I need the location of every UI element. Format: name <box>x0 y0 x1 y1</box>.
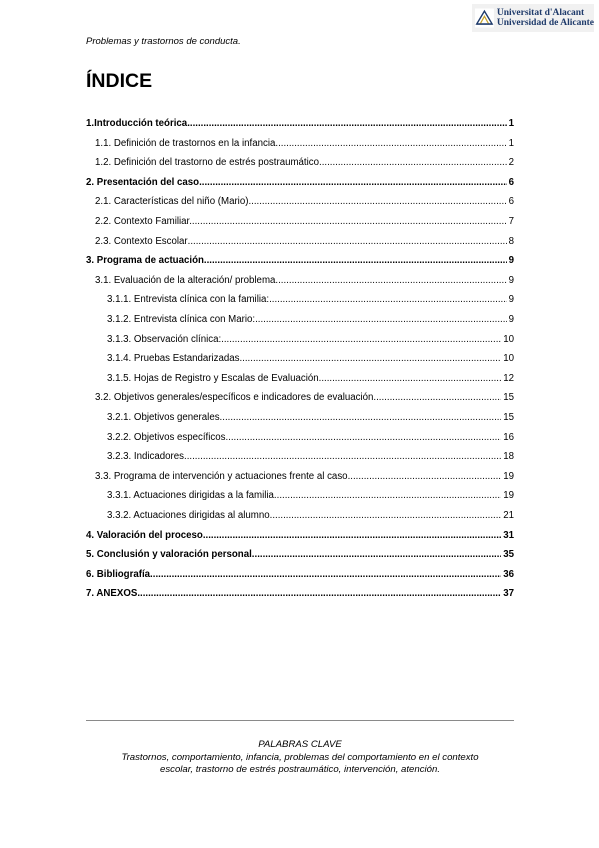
toc-leader-dots <box>187 118 506 129</box>
toc-entry-label: 5. Conclusión y valoración personal. <box>86 549 255 561</box>
toc-entry-label: 3.2. Objetivos generales/específicos e indicadores de evaluación. <box>95 392 377 404</box>
toc-entry-page: 19 <box>503 470 514 482</box>
toc-entry-page: 18 <box>503 451 514 463</box>
toc-entry-label: 3.3. Programa de intervención y actuaciones frente al caso <box>95 470 348 482</box>
toc-entry-label: 2.2. Contexto Familiar. <box>95 216 192 227</box>
toc-entry[interactable] <box>95 193 514 207</box>
toc-entry-label: 6. Bibliografía. <box>86 568 153 580</box>
toc-entry[interactable] <box>107 331 514 345</box>
toc-entry-page: 16 <box>503 431 514 443</box>
toc-entry[interactable] <box>107 311 514 325</box>
university-emblem-icon <box>475 7 494 29</box>
toc-leader-dots <box>206 530 502 541</box>
toc-leader-dots <box>207 255 507 266</box>
toc-leader-dots <box>242 353 501 364</box>
toc-entry-label: 1.1. Definición de trastornos en la infancia. <box>95 137 279 149</box>
toc-entry-label: 7. ANEXOS. <box>86 588 141 600</box>
toc-entry[interactable] <box>107 448 514 462</box>
toc-leader-dots <box>269 294 507 305</box>
toc-leader-dots <box>278 138 507 149</box>
toc-entry[interactable] <box>86 115 514 129</box>
toc-entry-page: 1 <box>508 118 514 129</box>
toc-entry[interactable] <box>107 507 514 521</box>
toc-entry-label: 3.1.2. Entrevista clínica con Mario: <box>107 314 256 325</box>
toc-leader-dots <box>153 569 501 580</box>
toc-entry[interactable] <box>95 213 514 227</box>
toc-entry-label: 3.1.3. Observación clínica: <box>107 333 222 345</box>
toc-entry-label: 1.Introducción teórica <box>86 118 188 129</box>
toc-leader-dots <box>277 490 502 501</box>
toc-entry[interactable] <box>107 409 514 423</box>
toc-leader-dots <box>188 236 507 247</box>
toc-entry-page: 15 <box>503 412 514 423</box>
toc-leader-dots <box>192 216 507 227</box>
toc-entry-page: 9 <box>508 294 514 306</box>
keywords-heading: PALABRAS CLAVE <box>258 739 342 750</box>
toc-entry-page: 31 <box>503 529 514 541</box>
toc-entry-page: 9 <box>508 274 514 286</box>
logo-line-2: Universidad de Alicante <box>496 18 594 28</box>
footer-divider <box>86 720 514 721</box>
toc-entry-label: 3.3.1. Actuaciones dirigidas a la familia. <box>107 490 277 502</box>
toc-entry[interactable] <box>86 585 514 599</box>
page-title: ÍNDICE <box>86 70 153 92</box>
toc-entry-label: 3.1. Evaluación de la alteración/ problema. <box>95 274 279 286</box>
toc-leader-dots <box>255 314 507 325</box>
toc-leader-dots <box>376 392 501 403</box>
toc-entry-page: 2 <box>508 157 514 169</box>
toc-leader-dots <box>222 412 501 423</box>
toc-entry-label: 3.2.1. Objetivos generales. <box>107 412 223 423</box>
toc-leader-dots <box>251 196 506 207</box>
toc-entry-label: 2. Presentación del caso. <box>86 176 202 188</box>
toc-entry[interactable] <box>107 370 514 384</box>
toc-entry-label: 3.2.3. Indicadores <box>107 451 185 463</box>
toc-entry[interactable] <box>95 272 514 286</box>
toc-entry[interactable] <box>107 487 514 501</box>
toc-leader-dots <box>221 334 501 345</box>
toc-entry-label: 4. Valoración del proceso. <box>86 529 206 541</box>
toc-entry-page: 6 <box>508 196 514 208</box>
toc-entry-label: 3.1.1. Entrevista clínica con la familia: <box>107 294 270 306</box>
toc-leader-dots <box>272 510 501 521</box>
toc-leader-dots <box>140 588 501 599</box>
toc-entry[interactable] <box>86 174 514 188</box>
toc-entry-label: 3.1.5. Hojas de Registro y Escalas de Evaluación. <box>107 372 322 384</box>
toc-entry[interactable] <box>107 350 514 364</box>
toc-entry[interactable] <box>95 389 514 403</box>
toc-entry-page: 9 <box>508 314 514 325</box>
keywords-line-1: Trastornos, comportamiento, infancia, problemas del comportamiento en el contexto <box>121 751 479 763</box>
toc-entry-page: 15 <box>503 392 514 404</box>
toc-entry[interactable] <box>95 154 514 168</box>
toc-entry[interactable] <box>95 233 514 247</box>
toc-entry-page: 12 <box>503 372 514 384</box>
toc-entry-label: 3. Programa de actuación. <box>86 255 207 267</box>
running-header: Problemas y trastornos de conducta. <box>86 36 241 47</box>
toc-leader-dots <box>322 157 507 168</box>
toc-entry[interactable] <box>86 252 514 266</box>
toc-entry[interactable] <box>107 429 514 443</box>
toc-entry-page: 10 <box>503 333 514 345</box>
keywords-section <box>70 739 530 777</box>
toc-leader-dots <box>228 432 501 443</box>
toc-entry-label: 3.1.4. Pruebas Estandarizadas. <box>107 353 243 365</box>
toc-entry-page: 9 <box>508 255 514 267</box>
toc-entry-page: 37 <box>503 588 514 600</box>
toc-entry-label: 1.2. Definición del trastorno de estrés postraumático. <box>95 157 322 169</box>
toc-entry[interactable] <box>107 291 514 305</box>
toc-entry[interactable] <box>86 527 514 541</box>
toc-leader-dots <box>184 451 501 462</box>
toc-entry-page: 35 <box>503 549 514 561</box>
toc-entry[interactable] <box>86 566 514 580</box>
toc-entry-label: 3.2.2. Objetivos específicos. <box>107 431 229 443</box>
toc-leader-dots <box>348 471 502 482</box>
toc-leader-dots <box>278 275 507 286</box>
toc-entry-page: 6 <box>508 176 514 188</box>
toc-entry-label: 3.3.2. Actuaciones dirigidas al alumno. <box>107 510 273 521</box>
toc-entry-page: 7 <box>508 216 514 227</box>
toc-entry-page: 36 <box>503 568 514 580</box>
toc-entry[interactable] <box>95 468 514 482</box>
toc-entry[interactable] <box>95 135 514 149</box>
logo-line-1: Universitat d'Alacant <box>496 8 585 18</box>
toc-entry-label: 2.3. Contexto Escolar <box>95 235 188 247</box>
toc-entry[interactable] <box>86 546 514 560</box>
toc-entry-page: 21 <box>503 510 514 521</box>
toc-entry-page: 10 <box>503 353 514 365</box>
toc-entry-page: 1 <box>508 137 514 149</box>
toc-leader-dots <box>321 373 501 384</box>
toc-leader-dots <box>255 549 502 560</box>
toc-leader-dots <box>202 177 507 188</box>
toc-entry-label: 2.1. Características del niño (Mario). <box>95 196 252 208</box>
university-logo <box>472 4 594 32</box>
keywords-line-2: escolar, trastorno de estrés postraumático, intervención, atención. <box>160 764 440 775</box>
toc-entry-page: 8 <box>508 235 514 247</box>
toc-entry-page: 19 <box>503 490 514 502</box>
